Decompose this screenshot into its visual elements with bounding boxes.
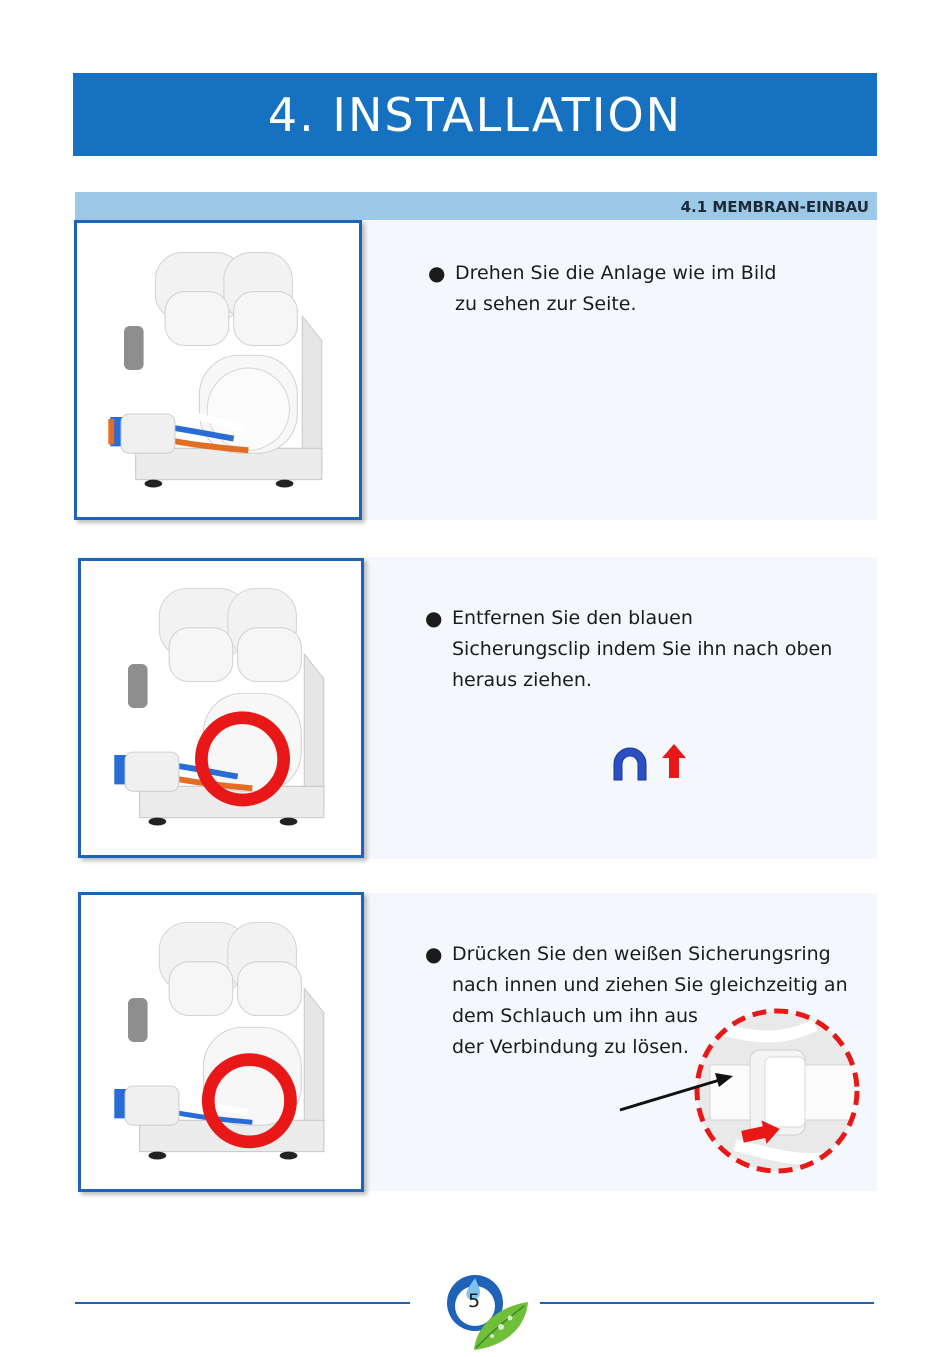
- ro-unit-image: [77, 223, 359, 517]
- detail-zoom-image: [615, 1005, 865, 1180]
- up-arrow-icon: [662, 744, 686, 778]
- footer-line-right: [540, 1302, 874, 1304]
- step-2-photo: [78, 558, 364, 858]
- page-number: 5: [467, 1290, 481, 1312]
- ro-unit-image-highlighted: [81, 895, 361, 1189]
- bullet-dot: ●: [425, 942, 443, 966]
- footer-line-left: [75, 1302, 410, 1304]
- step-3-instruction: ● Drücken Sie den weißen Sicherungsring nach innen und ziehen Sie gleichzeitig an dem Schlauch um ihn aus der Verbindung zu lösen.: [452, 939, 848, 1063]
- bullet-dot: ●: [428, 261, 446, 285]
- ro-unit-image-highlighted: [81, 561, 361, 855]
- step-1-instruction: ● Drehen Sie die Anlage wie im Bild zu sehen zur Seite.: [455, 258, 776, 320]
- page-badge: [446, 1272, 530, 1352]
- section-heading: 4.1 MEMBRAN-EINBAU: [75, 192, 877, 220]
- step-1-photo: [74, 220, 362, 520]
- page-title: 4. INSTALLATION: [73, 73, 877, 156]
- clip-icon: [608, 740, 688, 784]
- bullet-dot: ●: [425, 606, 443, 630]
- step-2-instruction: ● Entfernen Sie den blauen Sicherungsclip indem Sie ihn nach oben heraus ziehen.: [452, 603, 840, 696]
- step-3-photo: [78, 892, 364, 1192]
